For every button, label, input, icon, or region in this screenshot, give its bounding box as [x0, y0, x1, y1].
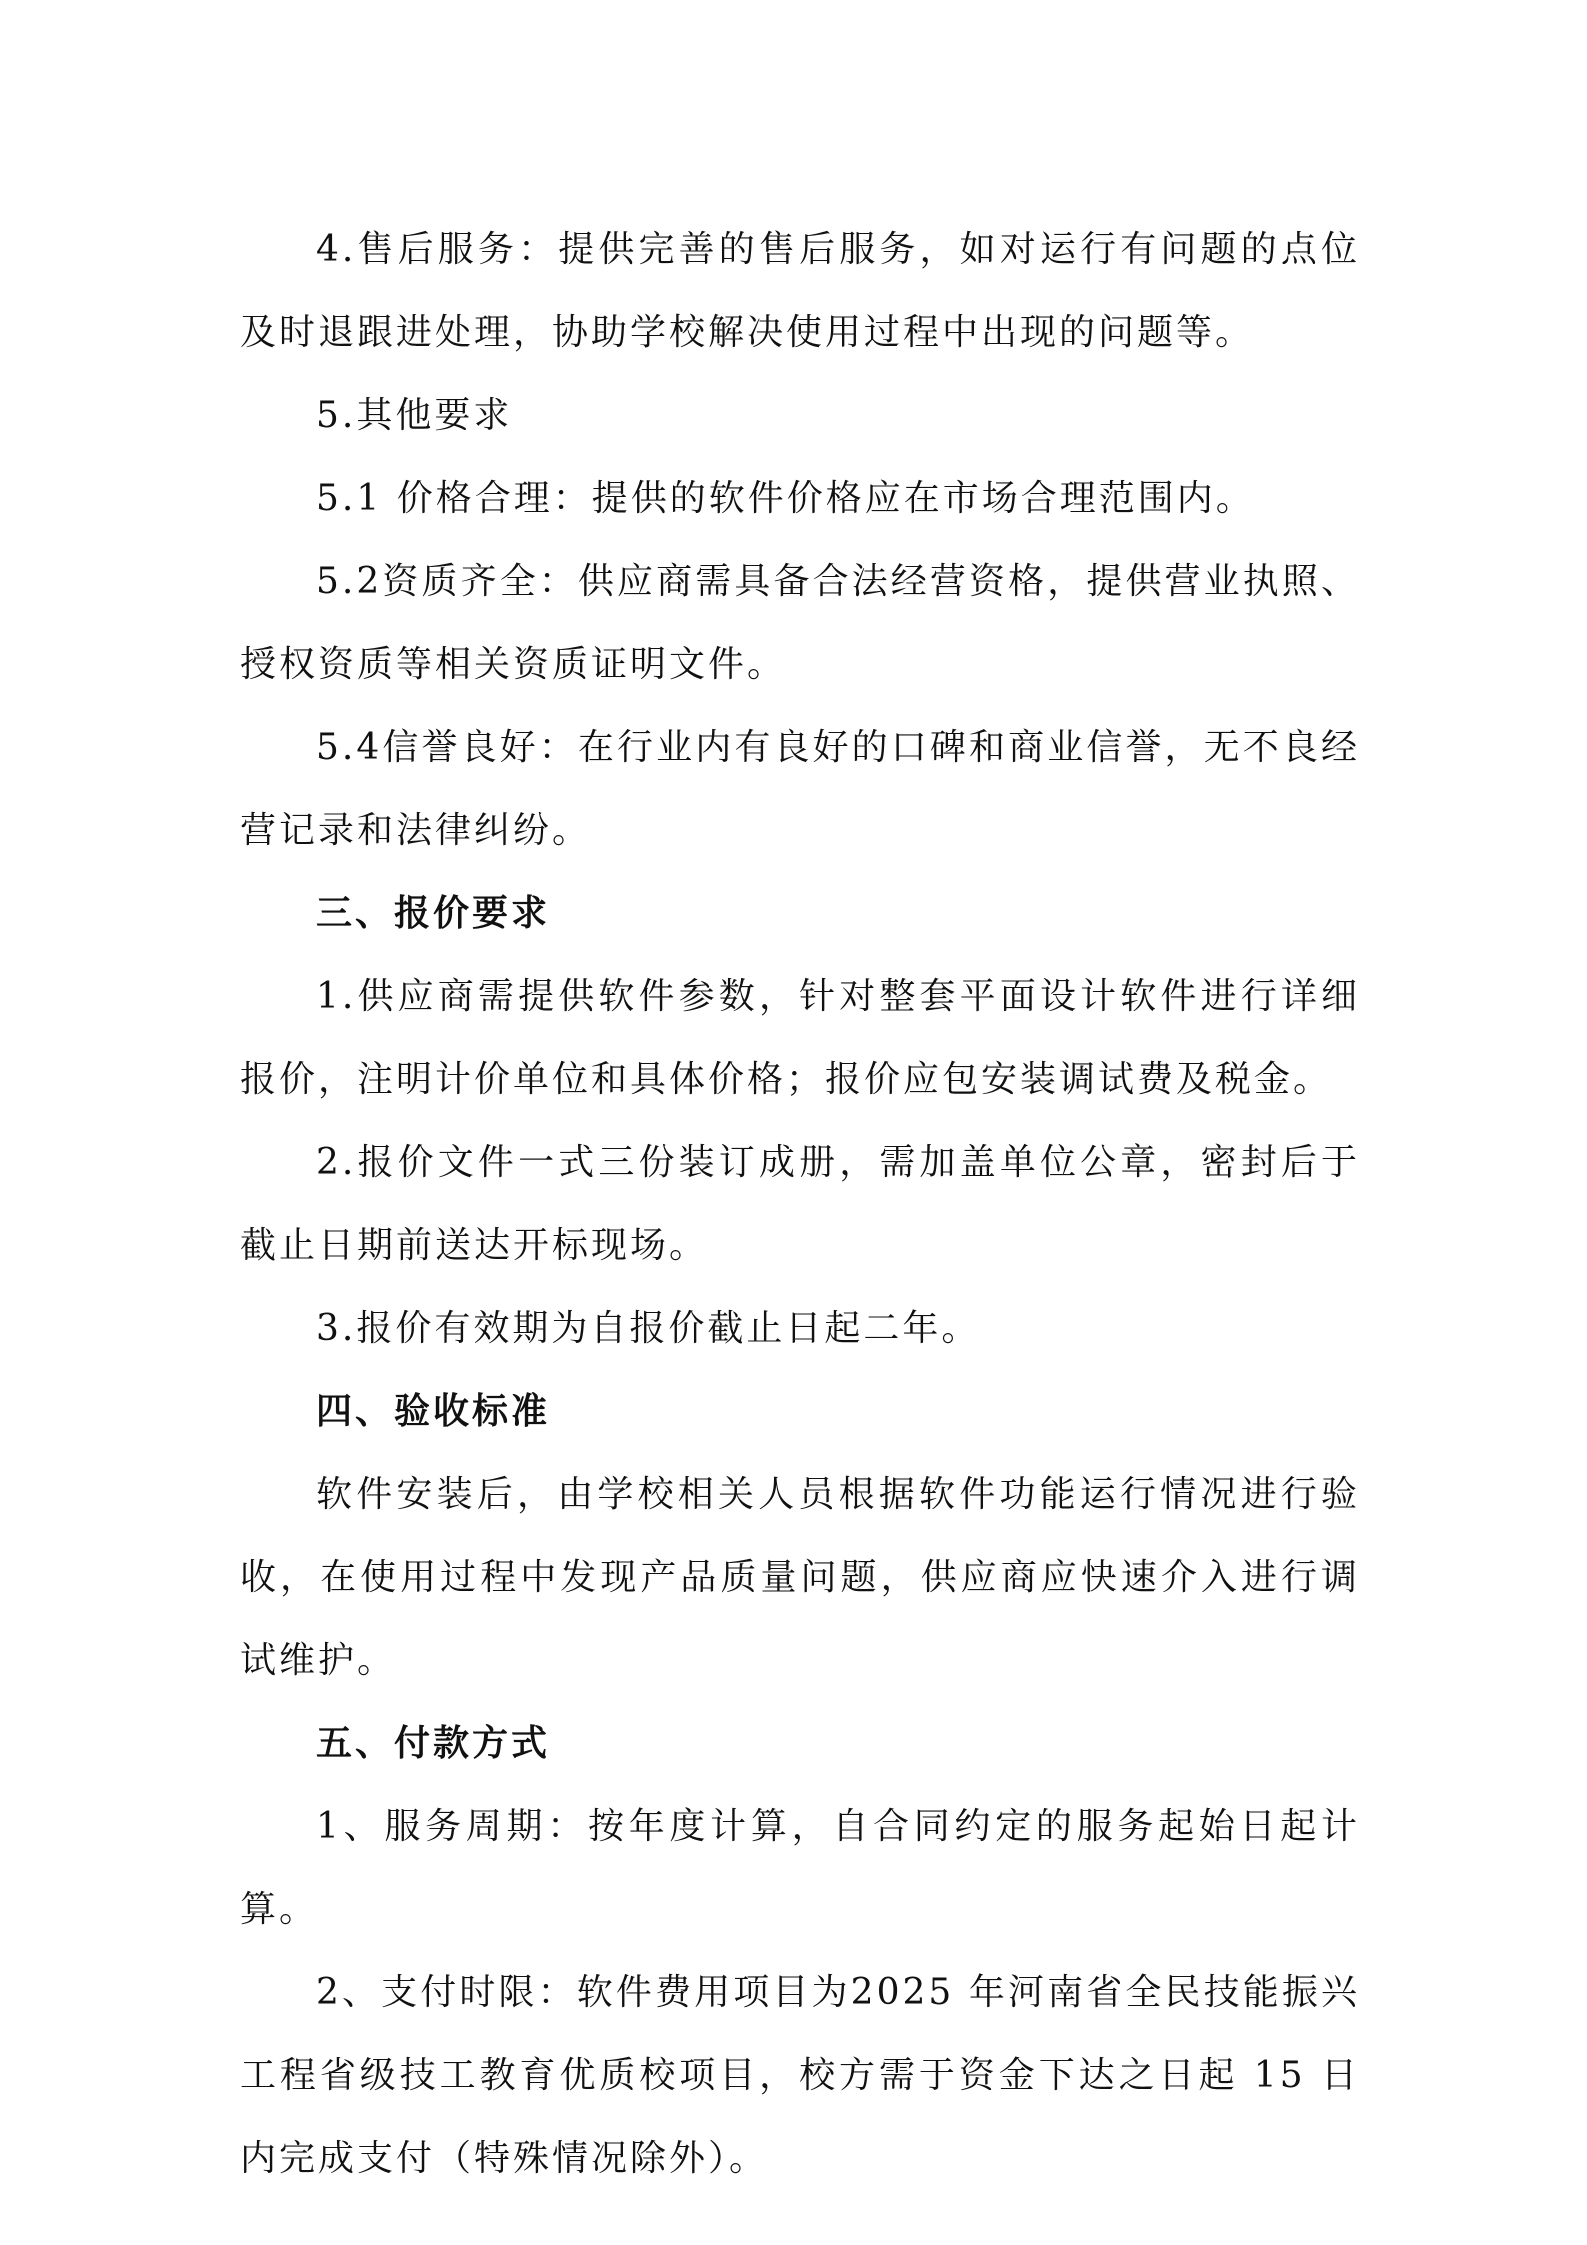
paragraph-quotation-item-2: 2.报价文件一式三份装订成册，需加盖单位公章，密封后于截止日期前送达开标现场。	[240, 1142, 1360, 1266]
section-heading-payment-method: 五、付款方式	[316, 1723, 551, 1764]
paragraph-other-requirements: 5.其他要求	[316, 395, 513, 436]
paragraph-good-reputation: 5.4信誉良好：在行业内有良好的口碑和商业信誉，无不良经营记录和法律纠纷。	[240, 727, 1360, 851]
document-body	[240, 208, 1360, 2200]
section-heading-acceptance-standards: 四、验收标准	[316, 1391, 551, 1432]
paragraph-qualifications: 5.2资质齐全：供应商需具备合法经营资格，提供营业执照、授权资质等相关资质证明文件。	[240, 561, 1360, 685]
paragraph-acceptance: 软件安装后，由学校相关人员根据软件功能运行情况进行验收，在使用过程中发现产品质量问题，供应商应快速介入进行调试维护。	[240, 1474, 1360, 1681]
paragraph-quotation-item-1: 1.供应商需提供软件参数，针对整套平面设计软件进行详细报价，注明计价单位和具体价格；报价应包安装调试费及税金。	[240, 976, 1360, 1100]
paragraph-quotation-item-3: 3.报价有效期为自报价截止日起二年。	[316, 1308, 981, 1349]
section-heading-quotation-requirements: 三、报价要求	[316, 893, 551, 934]
paragraph-payment-deadline: 2、支付时限：软件费用项目为2025 年河南省全民技能振兴工程省级技工教育优质校项目，校方需于资金下达之日起 15 日内完成支付（特殊情况除外）。	[240, 1972, 1360, 2179]
paragraph-service-period: 1、服务周期：按年度计算，自合同约定的服务起始日起计算。	[240, 1806, 1360, 1930]
paragraph-reasonable-price: 5.1 价格合理：提供的软件价格应在市场合理范围内。	[316, 478, 1255, 519]
paragraph-after-sales-service: 4.售后服务：提供完善的售后服务，如对运行有问题的点位及时退跟进处理，协助学校解决使用过程中出现的问题等。	[240, 229, 1360, 353]
